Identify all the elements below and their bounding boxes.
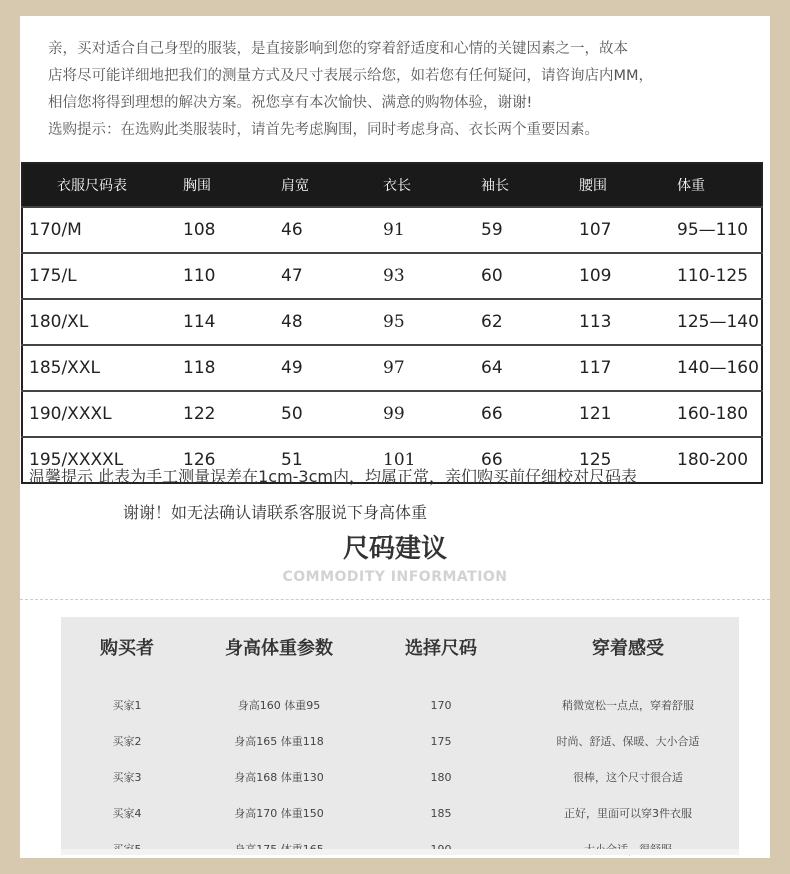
cell-buyer: 买家2 [112,735,142,748]
intro-line: 选购提示：在选购此类服装时，请首先考虑胸围，同时考虑身高、衣长两个重要因素。 [48,122,599,138]
cell-size-choice: 170 [430,698,452,712]
cell-size-choice: 180 [430,770,452,784]
cell-weight: 95—110 [676,207,762,253]
cell-sleeve: 66 [480,437,578,483]
panel-bottom-strip [61,849,739,855]
cell-shoulder: 49 [280,345,382,391]
cell-length: 91 [382,207,480,253]
cell-sleeve: 60 [480,253,578,299]
table-row [22,299,762,345]
cell-chest: 126 [182,437,280,483]
intro-line: 相信您将得到理想的解决方案。祝您享有本次愉快、满意的购物体验，谢谢! [48,95,533,111]
advice-header-row [61,631,739,663]
cell-size: 185/XXL [22,345,182,391]
cell-feedback: 很棒，这个尺寸很合适 [573,771,683,784]
cell-weight: 125—140 [676,299,762,345]
cell-sleeve: 59 [480,207,578,253]
table-row [61,759,739,795]
intro-text [48,36,766,144]
cell-waist: 125 [578,437,676,483]
cell-length: 93 [382,253,480,299]
cell-params: 身高160 体重95 [237,699,321,712]
cell-weight: 110-125 [676,253,762,299]
cell-feedback: 正好，里面可以穿3件衣服 [564,807,692,820]
cell-size: 190/XXXL [22,391,182,437]
size-chart-table [21,162,763,484]
section-title: 尺码建议 [342,534,447,564]
section-subtitle: COMMODITY INFORMATION [282,569,508,585]
header-size-choice: 选择尺码 [405,638,477,659]
cell-chest: 110 [182,253,280,299]
cell-buyer: 买家4 [112,807,142,820]
table-row [22,391,762,437]
cell-chest: 118 [182,345,280,391]
cell-weight: 140—160 [676,345,762,391]
cell-size: 175/L [22,253,182,299]
cell-chest: 108 [182,207,280,253]
cell-params: 身高165 体重118 [234,735,324,748]
page [20,16,770,858]
cell-length: 101 [382,437,480,483]
header-sleeve: 袖长 [480,163,578,207]
table-row [61,723,739,759]
cell-size-choice: 185 [430,806,452,820]
header-waist: 腰围 [578,163,676,207]
cell-chest: 114 [182,299,280,345]
cell-params: 身高170 体重150 [234,807,324,820]
cell-weight: 180-200 [676,437,762,483]
cell-feedback: 时尚、舒适、保暖、大小合适 [556,735,700,748]
cell-waist: 121 [578,391,676,437]
size-chart-header-row [22,163,762,207]
cell-feedback: 稍微宽松一点点，穿着舒服 [562,699,694,712]
header-size: 衣服尺码表 [22,163,182,207]
header-weight: 体重 [676,163,762,207]
cell-size: 180/XL [22,299,182,345]
cell-sleeve: 64 [480,345,578,391]
cell-waist: 107 [578,207,676,253]
cell-size: 170/M [22,207,182,253]
cell-shoulder: 46 [280,207,382,253]
cell-buyer: 买家3 [112,771,142,784]
intro-line: 店将尽可能详细地把我们的测量方式及尺寸表展示给您，如若您有任何疑问，请咨询店内MM， [48,68,654,84]
header-buyer: 购买者 [100,638,154,659]
table-row [61,795,739,831]
cell-shoulder: 50 [280,391,382,437]
table-row [61,687,739,723]
intro-line: 亲，买对适合自己身型的服装，是直接影响到您的穿着舒适度和心情的关键因素之一，故本 [48,41,628,57]
advice-panel [61,617,739,849]
table-row [22,345,762,391]
cell-length: 99 [382,391,480,437]
header-shoulder: 肩宽 [280,163,382,207]
cell-size: 195/XXXXL [22,437,182,483]
cell-sleeve: 66 [480,391,578,437]
cell-waist: 117 [578,345,676,391]
cell-shoulder: 47 [280,253,382,299]
measurement-tip: 温馨提示 此表为手工测量误差在1cm-3cm内，均属正常，亲们购买前仔细校对尺码表 [29,467,637,486]
cell-shoulder: 51 [280,437,382,483]
cell-sleeve: 62 [480,299,578,345]
header-chest: 胸围 [182,163,280,207]
section-divider [20,599,770,600]
cell-buyer: 买家1 [112,699,142,712]
table-row [22,253,762,299]
cell-params: 身高168 体重130 [234,771,324,784]
cell-weight: 160-180 [676,391,762,437]
header-feedback: 穿着感受 [592,638,664,659]
header-length: 衣长 [382,163,480,207]
cell-length: 95 [382,299,480,345]
contact-tip: 谢谢！如无法确认请联系客服说下身高体重 [123,503,428,522]
cell-waist: 113 [578,299,676,345]
table-row [22,207,762,253]
size-advice-table [61,631,739,867]
header-params: 身高体重参数 [225,638,333,659]
cell-chest: 122 [182,391,280,437]
cell-shoulder: 48 [280,299,382,345]
cell-waist: 109 [578,253,676,299]
cell-length: 97 [382,345,480,391]
cell-size-choice: 175 [430,734,452,748]
